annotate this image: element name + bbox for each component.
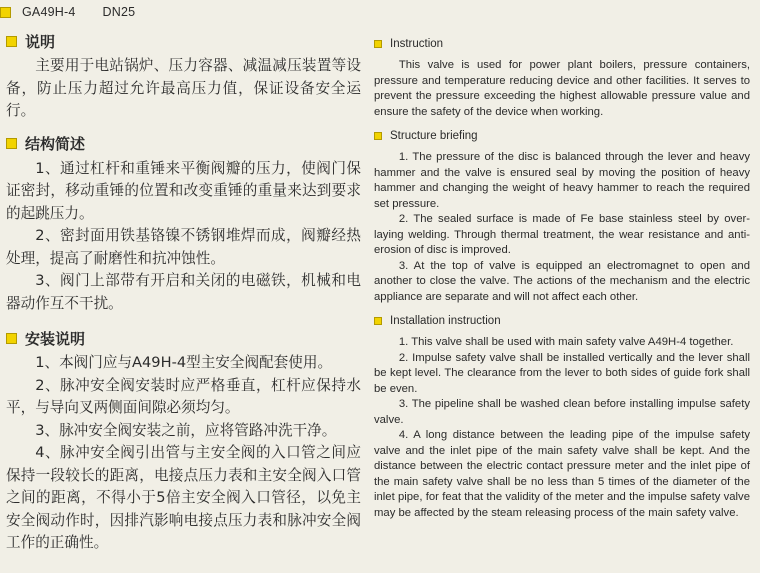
page-header — [0, 5, 135, 19]
en-section-installation — [374, 313, 750, 521]
section-heading: Structure briefing — [374, 128, 750, 144]
paragraph: 3. The pipeline shall be washed clean before installing impulse safety valve. — [374, 398, 750, 426]
en-section-instruction — [374, 36, 750, 120]
paragraph: 1. The pressure of the disc is balanced through the lever and heavy hammer and the valve is ensured seal by moving the position of heavy hammer and changing the weight of heavy hammer to reach the required set pressure. — [374, 151, 750, 210]
english-column — [374, 36, 750, 521]
model-number: GA49H-4 — [22, 5, 76, 19]
paragraph: This valve is used for power plant boilers, pressure containers, pressure and temperature reducing device and other facilities. It serves to prevent the pressure exceeding the highest allowable pressure value and ensure the safety of the device when working. — [374, 59, 750, 118]
paragraph: 2. Impulse safety valve shall be installed vertically and the lever shall be kept level. The clearance from the lever to both sides of guide fork shall be even. — [374, 351, 750, 395]
bullet-square-icon — [374, 132, 382, 140]
paragraph: 主要用于电站锅炉、压力容器、减温减压装置等设备，防止压力超过允许最高压力值，保证设备安全运行。 — [6, 57, 361, 119]
paragraph: 2. The sealed surface is made of Fe base stainless steel by over-laying welding. Through thermal treatment, the wear resistance and anti-erosion of disc is improved. — [374, 213, 750, 256]
paragraph: 4. A long distance between the leading pipe of the impulse safety valve and the inlet pipe of the main safety valve shall be kept. And the distance between the electric contact pressure meter and the inlet pipe of the main safety valve shall be no less than 5 times of the diameter of the inlet pipe, for feat that the validity of the meter and the impulse safety valve may be affected by the steam releasing process of the main safety valve. — [374, 429, 750, 519]
paragraph: 3. At the top of valve is equipped an electromagnet to open and another to close the valve. The actions of the mechanism and the electric appliance are separate and will not affect each other. — [374, 259, 750, 303]
paragraph: 4、脉冲安全阀引出管与主安全阀的入口管之间应保持一段较长的距离，电接点压力表和主安全阀入口管之间的距离，不得小于5倍主安全阀入口管径，以免主安全阀动作时，因排汽影响电接点压力表和脉冲安全阀工作的正确性。 — [6, 444, 361, 551]
paragraph: 1、通过杠杆和重锤来平衡阀瓣的压力，使阀门保证密封，移动重锤的位置和改变重锤的重量来达到要求的起跳压力。 — [6, 159, 361, 222]
paragraph: 2、密封面用铁基铬镍不锈钢堆焊而成，阀瓣经热处理，提高了耐磨性和抗冲蚀性。 — [6, 227, 361, 267]
en-section-structure — [374, 128, 750, 305]
section-heading: Installation instruction — [374, 313, 750, 329]
paragraph: 3、脉冲安全阀安装之前，应将管路冲洗干净。 — [35, 421, 337, 439]
bullet-square-icon — [374, 317, 382, 325]
chinese-column — [6, 30, 361, 555]
bullet-square-icon — [6, 36, 17, 47]
paragraph: 1、本阀门应与A49H-4型主安全阀配套使用。 — [35, 354, 333, 371]
bullet-square-icon — [6, 333, 17, 344]
bullet-square-icon — [0, 7, 11, 18]
paragraph: 2、脉冲安全阀安装时应严格垂直，杠杆应保持水平，与导向叉两侧面间隙必须均匀。 — [6, 376, 361, 416]
cn-section-description — [6, 30, 361, 123]
bullet-square-icon — [6, 138, 17, 149]
bullet-square-icon — [374, 40, 382, 48]
section-heading: Instruction — [374, 36, 750, 52]
nominal-size: DN25 — [102, 5, 136, 19]
cn-section-structure — [6, 133, 361, 316]
section-heading: 结构简述 — [6, 133, 361, 155]
paragraph: 3、阀门上部带有开启和关闭的电磁铁，机械和电器动作互不干扰。 — [6, 272, 361, 312]
cn-section-installation — [6, 327, 361, 555]
section-heading: 说明 — [6, 30, 361, 52]
section-heading: 安装说明 — [6, 327, 361, 349]
paragraph: 1. This valve shall be used with main safety valve A49H-4 together. — [398, 336, 734, 348]
